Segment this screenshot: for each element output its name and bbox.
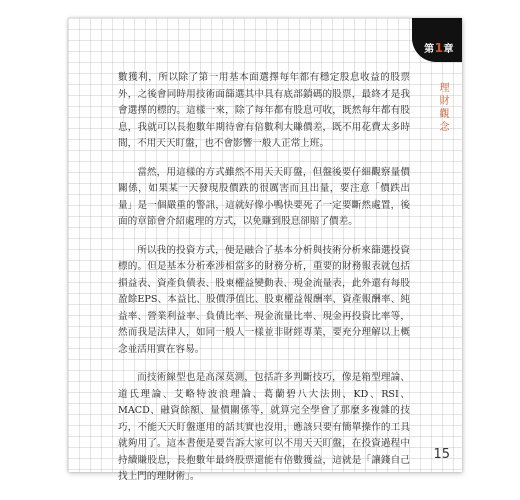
section-label: 理財觀念 xyxy=(437,82,448,134)
paragraph-2: 當然，用這樣的方式雖然不用天天盯盤，但盤後要仔細觀察量價關係，如果某一天發現股價跌的很厲害而且出量，要注意「價跌出量」是一個嚴重的警訊，這就好像小鴨快要死了一定要斷然處置，後面的章節會介紹處理的方式，以免賺到股息卻賠了價差。 xyxy=(118,166,410,227)
chapter-number: 1 xyxy=(434,41,444,55)
paragraph-1: 數獲利，所以除了第一用基本面選擇每年都有穩定股息收益的股票外，之後會同時用技術面篩選其中具有底部鎖碼的股票，最終才是我會選擇的標的。這樣一來，除了每年都有股息可收，既然每年都有股息，我就可以長抱數年期待會有倍數利大賺價差，既不用花費太多時間，不用天天盯盤，也不會影響一般人正常上班。 xyxy=(118,72,410,149)
page-number: 15 xyxy=(433,447,450,462)
chapter-badge xyxy=(412,18,462,62)
paragraph-4: 而技術線型也是高深莫測，包括許多判斷技巧，像是箱型理論、道氏理論、艾略特波浪理論、葛蘭碧八大法則、KD、RSI、MACD、融資餘額、量價關係等，就算完全學會了那麼多複雜的技巧，不能天天盯盤運用的話其實也沒用，應該只要有簡單操作的工具就夠用了。這本書便是要告訴大家可以不用天天盯盤，在投資過程中持續賺股息，長抱數年最終股票還能有倍數獲益，這就是「讓錢自己找上門的理財術」。 xyxy=(118,372,410,482)
paragraph-3: 所以我的投資方式，便是融合了基本分析與技術分析來篩選投資標的。但是基本分析牽涉相當多的財務分析，重要的財務報表就包括損益表、資產負債表、股東權益變動表、現金流量表，此外還有每股盈餘EPS、本益比、股價淨值比、股東權益報酬率、資產報酬率、純益率、營業利益率、負債比率、現金流量比率、現金再投資比率等，然而我是法律人，如同一般人一樣並非財經專業，要充分理解以上概念並活用實在容易。 xyxy=(118,244,410,355)
chapter-prefix: 第 xyxy=(424,44,435,55)
chapter-title xyxy=(424,40,454,55)
chapter-suffix: 章 xyxy=(443,44,454,55)
body-text xyxy=(118,70,410,498)
book-page xyxy=(68,18,462,482)
